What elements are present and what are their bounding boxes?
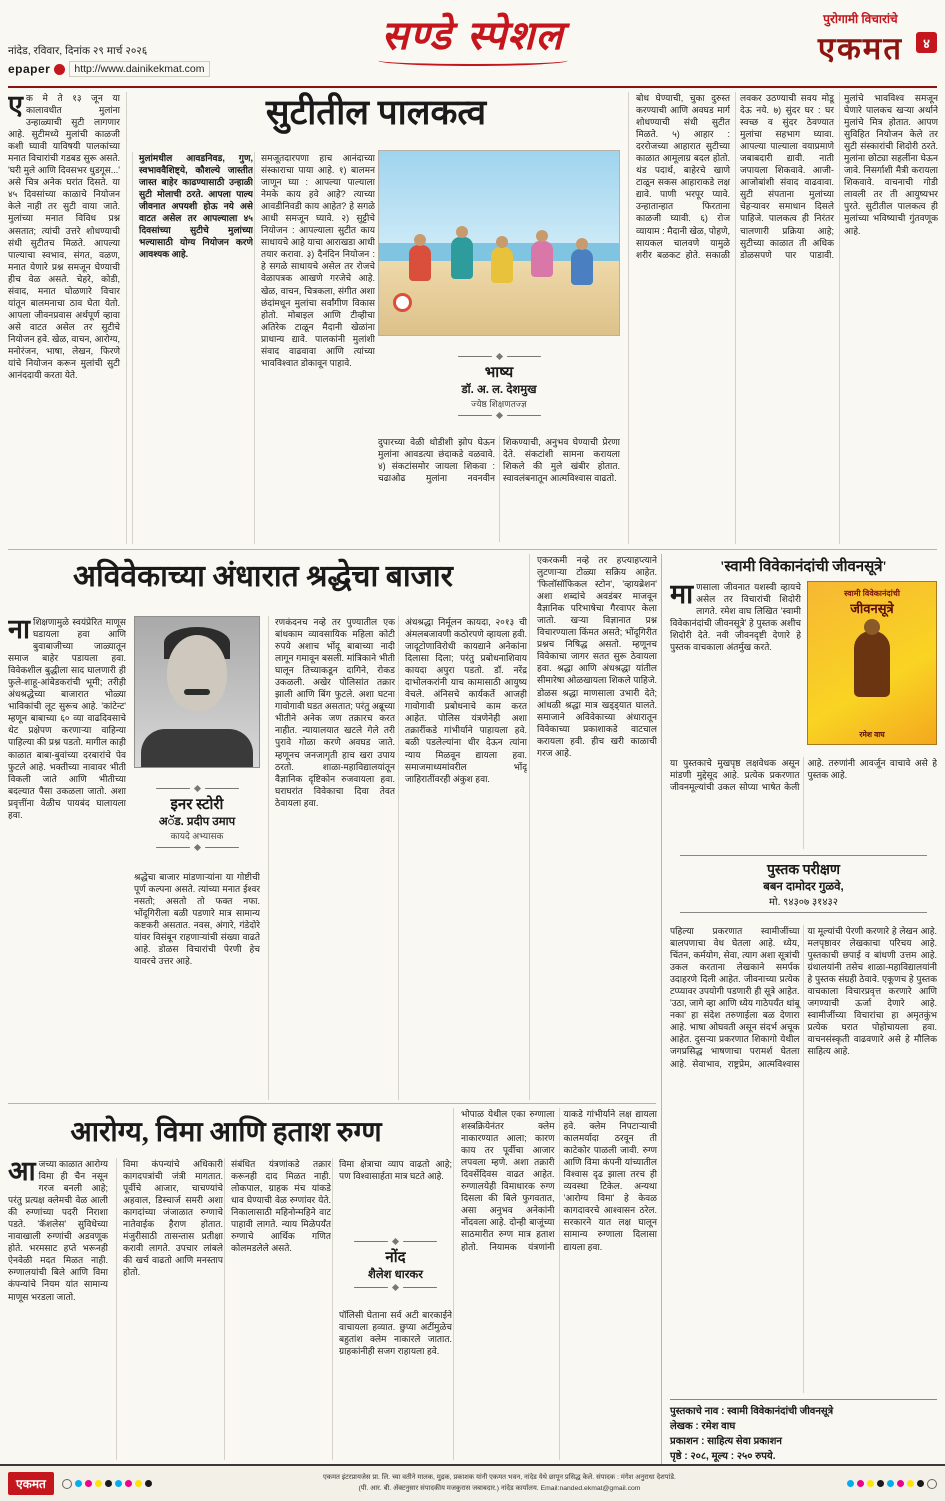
drop-cap: आ — [8, 1158, 36, 1186]
ornament-line — [507, 415, 541, 416]
masthead-title: एकमत — [817, 31, 903, 67]
right-body-columns: बोध घेण्याची, चुका दुरुस्त करण्याची आणि अवघड मार्ग शोधण्याची संधी सुटीत मिळते. ५) आहार : दररोजच्या आहारात सुटीच्या काळात आमूलाग्र बदल होतो. थंड पदार्थ, बाहेरचे खाणे टाळून सकस आहाराकडे लक्ष द्यावे. पाणी भरपूर प्यावे. उन्हातान्हात फिरताना काळजी घ्यावी. ६) रोज व्यायाम : मैदानी खेळ, पोहणे, सायकल चालवणे यामुळे शरीर बळकट होते. सकाळी लवकर उठण्याची सवय मोडू देऊ नये. ७) सुंदर घर : घर स्वच्छ व सुंदर ठेवण्यात मुलांचा सहभाग घ्यावा. आपल्या पाल्याला वयाप्रमाणे जबाबदारी द्यावी. नाती जपायला शिकवावे. आजी-आजोबांशी संवाद वाढवावा. सुटी संपताना मुलांच्या चेहऱ्यावर समाधान दिसले पाहिजे. पालकत्व ही निरंतर चालणारी प्रक्रिया आहे; सुटीच्या काळात ती अधिक डोळसपणे पार पाडावी. मुलांचे भावविश्व समजून घेणारे पालकच खऱ्या अर्थाने मुलांचे मित्र होतात. आपण सुविहित नियोजन केले तर सुटी संस्कारांची शिदोरी ठरते. मुलांना छोट्या सहलींना घेऊन जावे. निसर्गाशी मैत्री करायला शिकवावे. वाचनाची गोडी लावली तर ती आयुष्यभर पुरते. सुटीतील पालकत्व ही मुलांच्या भविष्याची गुंतवणूक आहे. — [628, 92, 938, 544]
epaper-label: epaper — [8, 62, 51, 76]
article-health-insurance — [8, 1108, 656, 1460]
book-author-line: लेखक : रमेश वाघ — [670, 1421, 736, 1432]
ornament-dot — [392, 1283, 399, 1290]
byline-section-label: इनर स्टोरी — [170, 797, 224, 813]
drop-cap: मा — [670, 581, 694, 609]
flourish-ornament — [134, 786, 260, 791]
ornament-line — [354, 1241, 388, 1242]
beach-ball — [393, 293, 412, 312]
body-columns: या पुस्तकाचे मुखपृष्ठ लक्षवेधक असून मांडणी मुद्देसूद आहे. प्रत्येक प्रकरणात जीवनमूल्यांची उकल सोप्या भाषेत केली आहे. तरुणांनी आवर्जून वाचावे असे हे पुस्तक आहे. — [670, 758, 937, 793]
magenta-dot-icon — [857, 1480, 864, 1487]
portrait-shoulders — [141, 729, 253, 768]
person-figure — [409, 245, 431, 281]
body-text: णसाला जीवनात यशस्वी व्हायचे असेल तर विचारांची शिदोरी लागते. रमेश वाघ लिखित 'स्वामी विवेकानंदांची जीवनसूत्रे' हे पुस्तक अशीच शिदोरी देते. नवी जीवनदृष्टी देणारे हे पुस्तक वाचकाला अंतर्मुख करते. — [670, 582, 801, 653]
ornament-dot — [193, 844, 200, 851]
flourish-ornament — [378, 354, 620, 359]
flourish-ornament — [378, 413, 620, 418]
drop-cap: ए — [8, 92, 23, 120]
photo-byline-stack — [378, 150, 620, 544]
ornament-line — [156, 847, 190, 848]
person-figure — [451, 237, 473, 279]
site-url-link[interactable]: http://www.dainikekmat.com — [69, 61, 209, 77]
magenta-dot-icon — [897, 1480, 904, 1487]
yellow-dot-icon — [95, 1480, 102, 1487]
reviewer-name: बबन दामोदर गुळवे, — [763, 881, 844, 893]
black-dot-icon — [105, 1480, 112, 1487]
byline-author: शैलेश धारकर — [368, 1268, 423, 1281]
globe-icon — [54, 64, 65, 75]
edition-banner — [378, 6, 568, 66]
section-divider — [8, 549, 937, 550]
body-column — [8, 616, 126, 1100]
byline-box — [134, 768, 260, 868]
flourish-ornament — [339, 1285, 452, 1290]
portrait-face — [167, 635, 227, 711]
imprint-text — [160, 1473, 839, 1493]
flourish-ornament — [134, 845, 260, 850]
black-dot-icon — [917, 1480, 924, 1487]
ornament-line — [507, 356, 541, 357]
body-column: एकरकमी नव्हे तर हप्त्याहप्त्याने लुटणाऱ्या टोळ्या सक्रिय आहेत. 'फिलॉसॉफिकल स्टोन', 'व्हायब्रेशन' अशा शब्दांचे अवडंबर माजवून वैज्ञानिक परिभाषेचा गैरवापर केला जातो. खऱ्या विज्ञानात प्रश्न विचारण्याला किंमत असते; भोंदूगिरीत प्रश्नच निषिद्ध असतो. म्हणूनच विवेकाचा जागर सतत सुरू ठेवायला हवा. श्रद्धा आणि अंधश्रद्धा यांतील सीमारेषा ओळखायला शिकले पाहिजे. डोळस श्रद्धा माणसाला उभारी देते; आंधळी श्रद्धा मात्र खड्ड्यात घालते. समाजाने अविवेकाच्या अंधारातून विवेकाच्या प्रकाशाकडे वाटचाल करायला हवी. हीच खरी काळाची गरज आहे. — [529, 554, 657, 1100]
byline-section-label: भाष्य — [484, 365, 514, 381]
drop-cap: ना — [8, 616, 30, 644]
article-headline: अविवेकाच्या अंधारात श्रद्धेचा बाजार — [73, 560, 453, 593]
byline-author: अॅड. प्रदीप उमाप — [158, 816, 236, 828]
cyan-dot-icon — [75, 1480, 82, 1487]
article-headline: आरोग्य, विमा आणि हताश रुग्ण — [70, 1117, 382, 1148]
black-dot-icon — [877, 1480, 884, 1487]
person-figure — [571, 249, 593, 285]
photo-sky — [379, 151, 619, 247]
book-details-box — [670, 1399, 937, 1464]
intro-column — [8, 92, 127, 544]
body-text: पॉलिसी घेताना सर्व अटी बारकाईने वाचायला हव्यात. छुप्या अटींमुळेच बहुतांश क्लेम नाकारले जातात. ग्राहकांनीही सजग राहायला हवे. — [339, 1310, 452, 1357]
cyan-dot-icon — [887, 1480, 894, 1487]
cyan-dot-icon — [847, 1480, 854, 1487]
body-column: संबंधित यंत्रणांकडे तक्रार करूनही दाद मिळत नाही. लोकपाल, ग्राहक मंच यांकडे धाव घेण्याची वेळ रुग्णांवर येते. निकालासाठी महिनोन्महिने वाट पाहावी लागते. न्याय मिळेपर्यंत रुग्णाचे आर्थिक गणित कोलमडलेले असते. — [224, 1158, 331, 1460]
dateline: नांदेड, रविवार, दिनांक २९ मार्च २०२६ — [8, 45, 148, 57]
ornament-dot — [392, 1237, 399, 1244]
magenta-dot-icon — [85, 1480, 92, 1487]
right-body-columns — [453, 1108, 657, 1460]
person-figure — [531, 241, 553, 277]
ornament-line — [156, 788, 190, 789]
page-number-badge: ४ — [916, 32, 937, 53]
under-byline-text: दुपारच्या वेळी थोडीशी झोप घेऊन मुलांना आवडत्या छंदाकडे वळवावे. ४) संकटांसमोर जायला शिकवा : चढाओढ मुलांना नवनवीन शिकण्याची, अनुभव घेण्याची प्रेरणा देते. संकटांशी सामना करायला शिकले की मुले खंबीर होतात. स्वावलंबनातून आत्मविश्वास वाढतो. — [378, 437, 620, 484]
byline-box — [378, 339, 620, 433]
edition-script-title: सण्डे स्पेशल — [381, 12, 564, 59]
header-divider — [8, 86, 937, 88]
ornament-line — [458, 356, 492, 357]
body-column — [670, 581, 801, 751]
author-portrait-photo — [134, 616, 260, 768]
magenta-dot-icon — [125, 1480, 132, 1487]
ornament-line — [205, 847, 239, 848]
book-publisher-line: प्रकाशन : साहित्य सेवा प्रकाशन — [670, 1436, 782, 1447]
body-column: रणकंदनच नव्हे तर पुण्यातील एक बांधकाम व्यावसायिक महिला कोटी रुपये अशाच भोंदू बाबाच्या नादी लागून गमावून बसली. मांत्रिकाने भीती घालून तिच्याकडून दागिने, रोकड उकळली. अखेर पोलिसांत तक्रार झाली आणि बिंग फुटले. अशा घटना गावोगावी घडत असतात; परंतु अब्रूच्या भीतीने अनेक जण तक्रारच करत नाहीत. न्यायालयात खटले गेले तरी पुरावे गोळा करणे अवघड जाते. म्हणूनच जनजागृती हाच खरा उपाय ठरतो. शाळा-महाविद्यालयांतून वैज्ञानिक दृष्टिकोन रुजवायला हवा. घराघरांत विवेकाचा दिवा तेवत ठेवायला हवा. — [268, 616, 395, 1100]
ornament-line — [458, 415, 492, 416]
byline-box — [339, 1222, 452, 1306]
body-column — [8, 1158, 108, 1460]
body-column: विमा कंपन्यांचे अधिकारी कागदपत्रांची जंत्री मागतात. पूर्वीचे आजार, चाचण्यांचे अहवाल, डिस्चार्ज समरी अशा कागदांच्या जंजाळात रुग्णाचे नातेवाईक हैराण होतात. मंजुरीसाठी तासन्तास प्रतीक्षा करावी लागते. उपचार लांबले की खर्च वाढतो आणि मनस्ताप होतो. — [116, 1158, 223, 1460]
article-vacation-parenting — [8, 92, 937, 546]
ornament-line — [205, 788, 239, 789]
review-section-label: पुस्तक परीक्षण — [766, 863, 841, 878]
byline-role: कायदे अभ्यासक — [170, 831, 224, 841]
page-header — [8, 6, 937, 84]
ornament-dot — [495, 412, 502, 419]
article-headline: सुटीतील पालकत्व — [265, 93, 487, 132]
book-cover-title-line2: जीवनसूत्रे — [850, 601, 894, 616]
masthead — [818, 10, 903, 69]
family-beach-photo — [378, 150, 620, 336]
body-text: नियामक यंत्रणांनी याकडे गांभीर्याने लक्ष द्यायला हवे. क्लेम निपटाऱ्याची कालमर्यादा ठरवून ती काटेकोर पाळली जावी. रुग्ण आणि विमा कंपनी यांच्यातील विश्वास दृढ झाला तरच ही व्यवस्था टिकेल. अन्यथा 'आरोग्य विमा' हे केवळ कागदावरचे आश्वासन ठरेल. सरकारने यात लक्ष घालून सामान्य रुग्णाला दिलासा द्यायला हवा. — [489, 1109, 657, 1252]
ornament-dot — [193, 785, 200, 792]
byline-author: डॉ. अ. ल. देशमुख — [461, 384, 537, 396]
ornament-line — [403, 1287, 437, 1288]
byline-section-label: नोंद — [385, 1249, 406, 1266]
color-registration-strip — [62, 1479, 152, 1489]
ornament-line — [403, 1241, 437, 1242]
portrait-mustache — [184, 689, 210, 695]
epaper-logo[interactable] — [8, 61, 210, 77]
color-registration-strip — [847, 1479, 937, 1489]
body-text: जच्या काळात आरोग्य विमा ही चैन नसून गरज बनली आहे; परंतु प्रत्यक्ष क्लेमची वेळ आली की रुग्णांच्या पदरी निराशा पडते. 'कॅशलेस' सुविधेच्या नावाखाली रुग्णांची अडवणूक होते. भरमसाट हप्ते भरूनही ऐनवेळी मदत मिळत नाही. रुग्णालयांची बिले आणि विमा कंपन्यांचे नियम यांत सामान्य माणूस भरडला जातो. — [8, 1159, 108, 1302]
black-dot-icon — [145, 1480, 152, 1487]
intro-text: क मे ते १३ जून या कालावधीत मुलांना उन्हाळ्याची सुटी लागणार आहे. सुटीमध्ये मुलांची काळजी कशी घ्यावी याविषयी पालकांच्या मनात विचारांची गडबड सुरू असते. 'घरी मुले आणि दिवसभर धुडगूस...' असे चित्र अनेक घरांत दिसते. या ४५ दिवसांच्या काळाचे नियोजन केले नाही तर सुटी वाया जाते. मुलांच्या मनात विविध प्रश्न असतात; त्यांची उत्तरे शोधण्याची संधी सुटीतच मिळते. आपल्या पाल्याचा स्वभाव, संगत, वळण, मनात येणारे प्रश्न समजून घेण्याची हीच वेळ असते. चेहरे, कोडी, संवाद, मनात घोळणारे विचार यांतून बालमनाचा ठाव घेता येतो. आपला जीवनप्रवास अर्थपूर्ण व्हावा असे वाटत असेल तर सुटीचे नियोजन हवे. खेळ, वाचन, आरोग्य, मनोरंजन, भाषा, लेखन, फिरणे यांचे नियोजन करून मुलांची सुटी आनंददायी करता येते. — [8, 93, 120, 381]
imprint-line-2: (पी. आर. बी. ॲक्टनुसार संपादकीय मजकुरास जबाबदार.) नांदेड कार्यालय. Email:nanded.ekmat@gmail.com — [358, 1484, 641, 1492]
body-text: भोपाळ येथील एका रुग्णाला शस्त्रक्रियेनंतर क्लेम नाकारण्यात आला; कारण काय तर पूर्वीचा आजार लपवला म्हणे. अशा तक्रारी दिवसेंदिवस वाढत आहेत. रुग्णालयेही विमाधारक रुग्ण दिसला की बिले फुगवतात, असा अनुभव अनेकांनी नोंदवला आहे. दोन्ही बाजूंच्या साठमारीत रुग्ण मात्र हताश होतो. — [461, 1109, 555, 1252]
registration-mark-icon — [927, 1479, 937, 1489]
byline-role: ज्येष्ठ शिक्षणतज्ज्ञ — [471, 399, 527, 409]
flourish-ornament — [339, 1239, 452, 1244]
vivekananda-figure — [854, 631, 890, 697]
ornament-dot — [495, 353, 502, 360]
lead-bold-column: मुलांमधील आवडनिवड, गुण, स्वभाववैशिष्ट्ये, कौशल्ये जास्तीत जास्त बाहेर काढण्यासाठी उन्हाळी सुटी मोलाची ठरते. आपला पाल्य जीवनात अपयशी होऊ नये असे वाटत असेल तर आपल्याला ४५ दिवसांच्या सुटीचे मुलांच्या भल्यासाठी योग्य नियोजन करणे आवश्यक आहे. — [132, 152, 253, 544]
section-divider — [8, 1103, 656, 1104]
book-cover-title-line1: स्वामी विवेकानंदांची — [844, 589, 900, 598]
article-book-review — [661, 554, 937, 1464]
review-top-row — [670, 581, 937, 751]
person-figure — [491, 247, 513, 283]
body-column: अंधश्रद्धा निर्मूलन कायदा, २०१३ ची अंमलबजावणी कठोरपणे व्हायला हवी. जादूटोणाविरोधी कायद्याने अनेकांना दिलासा दिला; परंतु प्रबोधनाशिवाय कायदा अपुरा पडतो. डॉ. नरेंद्र दाभोलकरांनी याच कामासाठी आयुष्य वेचले. अंनिसचे कार्यकर्ते आजही गावोगावी प्रबोधनाचे काम करत आहेत. पोलिस यंत्रणेनेही अशा तक्रारींकडे गांभीर्याने पाहायला हवे. बळी पडलेल्यांना धीर देऊन त्यांना न्याय मिळवून द्यायला हवा. समाजमाध्यमांवरील भोंदू जाहिरातींवरही अंकुश हवा. — [398, 616, 527, 1100]
footer-logo: एकमत — [8, 1472, 54, 1495]
yellow-dot-icon — [135, 1480, 142, 1487]
masthead-tagline: पुरोगामी विचारांचे — [823, 12, 898, 26]
book-cover-image — [807, 581, 937, 745]
imprint-line-1: एकमत इंटरप्रायजेस प्रा. लि. च्या वतीने मालक, मुद्रक, प्रकाशक यांनी एकमत भवन, नांदेड येथे छापून प्रसिद्ध केले. संपादक : मंगेश अनुराधा देशपांडे. — [322, 1474, 676, 1482]
yellow-dot-icon — [907, 1480, 914, 1487]
body-column: समजूतदारपणा हाच आनंदाच्या संस्काराचा पाया आहे. १) बालमन जाणून घ्या : आपल्या पाल्याला नेमके काय हवे आहे? त्याच्या आवडीनिवडी काय आहेत? हे सगळे आधी समजून घ्यावे. २) सुट्टीचे नियोजन : आपल्याला सुटीत काय साधायचे आहे याचा आराखडा आधी तयार करावा. ३) दैनंदिन नियोजन : हे सगळे साधायचे असेल तर रोजचे वेळापत्रक आखणे गरजेचे आहे. खेळ, वाचन, चित्रकला, संगीत अशा छंदांमधून मुलांचा सर्वांगीण विकास होतो. मोबाइल आणि टीव्हीचा अतिरेक टाळून मैदानी खेळांना प्राधान्य द्यावे. पालकांनी मुलांशी संवाद वाढवावा आणि त्यांच्या भावविश्वात डोकावून पाहावे. — [254, 152, 375, 544]
body-text: विमा क्षेत्राचा व्याप वाढतो आहे; पण विश्वासार्हता मात्र घटते आहे. — [339, 1159, 452, 1182]
yellow-dot-icon — [867, 1480, 874, 1487]
book-name-line: पुस्तकाचे नाव : स्वामी विवेकानंदांची जीवनसूत्रे — [670, 1406, 834, 1417]
body-text: श्रद्धेचा बाजार मांडणाऱ्यांना या गोष्टीची पूर्ण कल्पना असते. त्यांच्या मनात ईश्वर नसतो; असतो तो फक्त नफा. भोंदूगिरीला बळी पडणारे मात्र सामान्य कष्टकरी असतात. नवस, अंगारे, गंडेदोरे यांवर विसंबून राहणाऱ्यांची संख्या वाढते आहे. डोळस विचारांची पेरणी हेच यावरचे उत्तर आहे. — [134, 872, 260, 967]
reviewer-phone: मो. ९४३०७ ३१४३२ — [769, 897, 838, 908]
article-headline: 'स्वामी विवेकानंदांची जीवनसूत्रे' — [720, 559, 887, 575]
ornament-line — [354, 1287, 388, 1288]
imprint-footer — [0, 1464, 945, 1501]
book-cover-author: रमेश वाघ — [859, 730, 885, 739]
registration-mark-icon — [62, 1479, 72, 1489]
article-superstition — [8, 554, 656, 1100]
photo-byline-column — [134, 616, 260, 1100]
book-pages-line: पृष्ठे : २०८, मूल्य : २५० रुपये. — [670, 1451, 776, 1462]
body-columns: पहिल्या प्रकरणात स्वामीजींच्या बालपणाचा वेध घेतला आहे. ध्येय, चिंतन, कर्मयोग, सेवा, त्याग अशा सूत्रांची उकल करताना लेखकाने समर्पक उदाहरणे दिली आहेत. जीवनाच्या प्रत्येक टप्प्यावर उपयोगी पडणारी ही सूत्रे आहेत. 'उठा, जागे व्हा आणि ध्येय गाठेपर्यंत थांबू नका' हा संदेश तरुणाईला बळ देणारा आहे. भाषा ओघवती असून संदर्भ अचूक आहेत. दुसऱ्या प्रकरणात शिकागो येथील जगप्रसिद्ध भाषणाचा परामर्श घेतला आहे. सेवाभाव, राष्ट्रप्रेम, आत्मविश्वास या मूल्यांची पेरणी करणारे हे लेखन आहे. मलपृष्ठावर लेखकाचा परिचय आहे. पुस्तकाची छपाई व बांधणी उत्तम आहे. ग्रंथालयांनी तसेच शाळा-महाविद्यालयांनी हे पुस्तक संग्रही ठेवावे. एकूणच हे पुस्तक वाचकाला विचारप्रवृत्त करणारे आणि जगण्याची ऊर्जा देणारे आहे. स्वामीजींच्या विचारांचा हा अमृतकुंभ प्रत्येक घरात पोहोचायला हवा. वाचनसंस्कृती वाढवणारे असे हे मौलिक साहित्य आहे. — [670, 926, 937, 1069]
reviewer-box — [680, 855, 927, 913]
cyan-dot-icon — [115, 1480, 122, 1487]
byline-column — [332, 1158, 452, 1460]
body-text: शिक्षणामुळे स्वयंप्रेरित माणूस घडायला हवा आणि बुवाबाजीच्या जाळ्यातून समाज बाहेर पडायला हवा. विवेकशील बुद्धीला साद घालणारी ही फुले-शाहू-आंबेडकरांची भूमी; तरीही अंधश्रद्धेच्या बाजारात भोळ्या भाविकांची लूट सुरूच आहे. 'कांटेन्ट' म्हणून बाबाच्या ६० व्या वाढदिवसाचे थेट प्रक्षेपण करणाऱ्या वाहिन्या पाहिल्या की प्रश्न पडतो. मागील काही काळात बाबा-बुवांच्या दरबारांचे पेव फुटले आहे. भक्तीच्या नावावर भीती विकली जाते आणि भीतीच्या बदल्यात पैसा उकळला जातो. अशा प्रवृत्तींना वेळीच पायबंद घालायला हवा. — [8, 617, 126, 820]
